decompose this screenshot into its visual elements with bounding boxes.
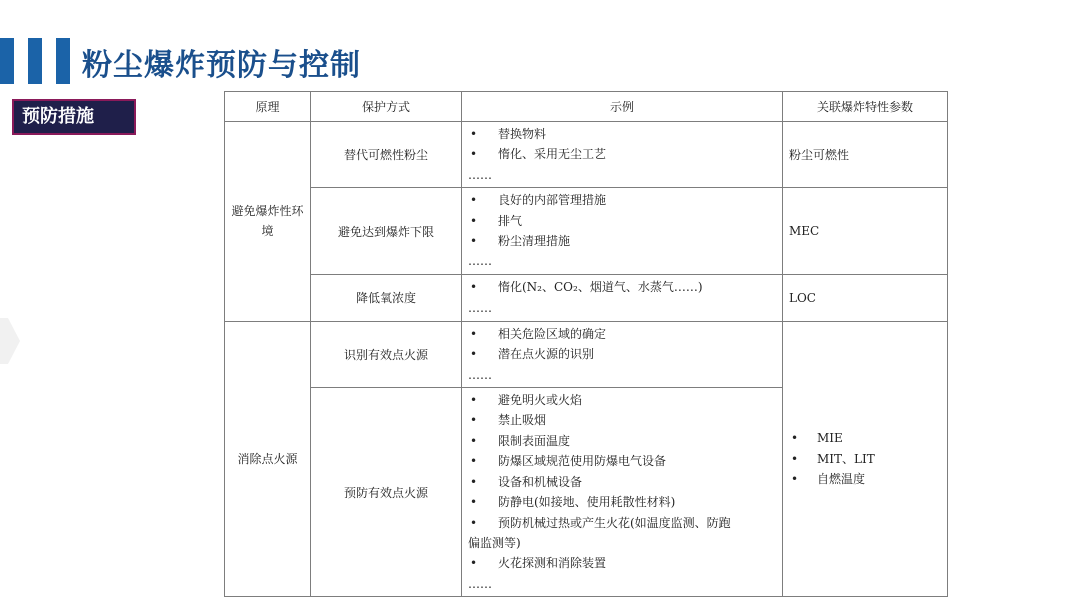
list-item: • 排气 bbox=[468, 211, 776, 231]
examples-cell bbox=[462, 321, 783, 387]
list-item: • 惰化(N₂、CO₂、烟道气、水蒸气……) bbox=[468, 277, 776, 297]
table-row bbox=[225, 122, 948, 188]
param-cell: 粉尘可燃性 bbox=[783, 122, 948, 188]
list-item: • MIT、LIT bbox=[789, 449, 947, 469]
method-cell: 识别有效点火源 bbox=[311, 321, 462, 387]
list-item: • 替换物料 bbox=[468, 124, 776, 144]
column-header: 关联爆炸特性参数 bbox=[783, 92, 948, 122]
param-cell: MEC bbox=[783, 188, 948, 275]
table-header-row bbox=[225, 92, 948, 122]
list-item: • 自燃温度 bbox=[789, 469, 947, 489]
page-title: 粉尘爆炸预防与控制 bbox=[82, 48, 361, 83]
list-item: • 相关危险区域的确定 bbox=[468, 324, 776, 344]
ellipsis: …… bbox=[468, 367, 492, 382]
list-item: • 预防机械过热或产生火花(如温度监测、防跑 bbox=[468, 513, 776, 533]
column-header: 示例 bbox=[462, 92, 783, 122]
table-row bbox=[225, 321, 948, 387]
column-header: 保护方式 bbox=[311, 92, 462, 122]
header-accent-bar bbox=[56, 38, 70, 84]
list-item: • 限制表面温度 bbox=[468, 431, 776, 451]
examples-cell bbox=[462, 122, 783, 188]
decorative-arrow bbox=[0, 318, 20, 364]
list-item: • 惰化、采用无尘工艺 bbox=[468, 144, 776, 164]
examples-cell bbox=[462, 274, 783, 321]
ellipsis: …… bbox=[468, 576, 492, 591]
list-item: • 火花探测和消除装置 bbox=[468, 553, 776, 573]
table-row bbox=[225, 274, 948, 321]
list-item: • 设备和机械设备 bbox=[468, 472, 776, 492]
list-item: • 防爆区域规范使用防爆电气设备 bbox=[468, 451, 776, 471]
section-badge: 预防措施 bbox=[12, 99, 136, 135]
list-item: • 良好的内部管理措施 bbox=[468, 190, 776, 210]
list-item: • 潜在点火源的识别 bbox=[468, 344, 776, 364]
measures-table bbox=[224, 91, 948, 597]
ellipsis: …… bbox=[468, 167, 492, 182]
examples-cell bbox=[462, 388, 783, 597]
table-row bbox=[225, 188, 948, 275]
list-item: • 避免明火或火焰 bbox=[468, 390, 776, 410]
principle-cell: 避免爆炸性环境 bbox=[225, 122, 311, 322]
examples-cell bbox=[462, 188, 783, 275]
method-cell: 降低氧浓度 bbox=[311, 274, 462, 321]
list-item: • 防静电(如接地、使用耗散性材料) bbox=[468, 492, 776, 512]
header-accent-bar bbox=[0, 38, 14, 84]
ellipsis: …… bbox=[468, 300, 492, 315]
param-cell: LOC bbox=[783, 274, 948, 321]
param-cell bbox=[783, 321, 948, 596]
method-cell: 避免达到爆炸下限 bbox=[311, 188, 462, 275]
list-item: • 禁止吸烟 bbox=[468, 410, 776, 430]
list-item: • MIE bbox=[789, 428, 947, 448]
principle-cell: 消除点火源 bbox=[225, 321, 311, 596]
method-cell: 替代可燃性粉尘 bbox=[311, 122, 462, 188]
header-accent-bar bbox=[28, 38, 42, 84]
list-item-continuation: 偏监测等) bbox=[468, 535, 521, 550]
method-cell: 预防有效点火源 bbox=[311, 388, 462, 597]
column-header: 原理 bbox=[225, 92, 311, 122]
ellipsis: …… bbox=[468, 254, 492, 269]
list-item: • 粉尘清理措施 bbox=[468, 231, 776, 251]
